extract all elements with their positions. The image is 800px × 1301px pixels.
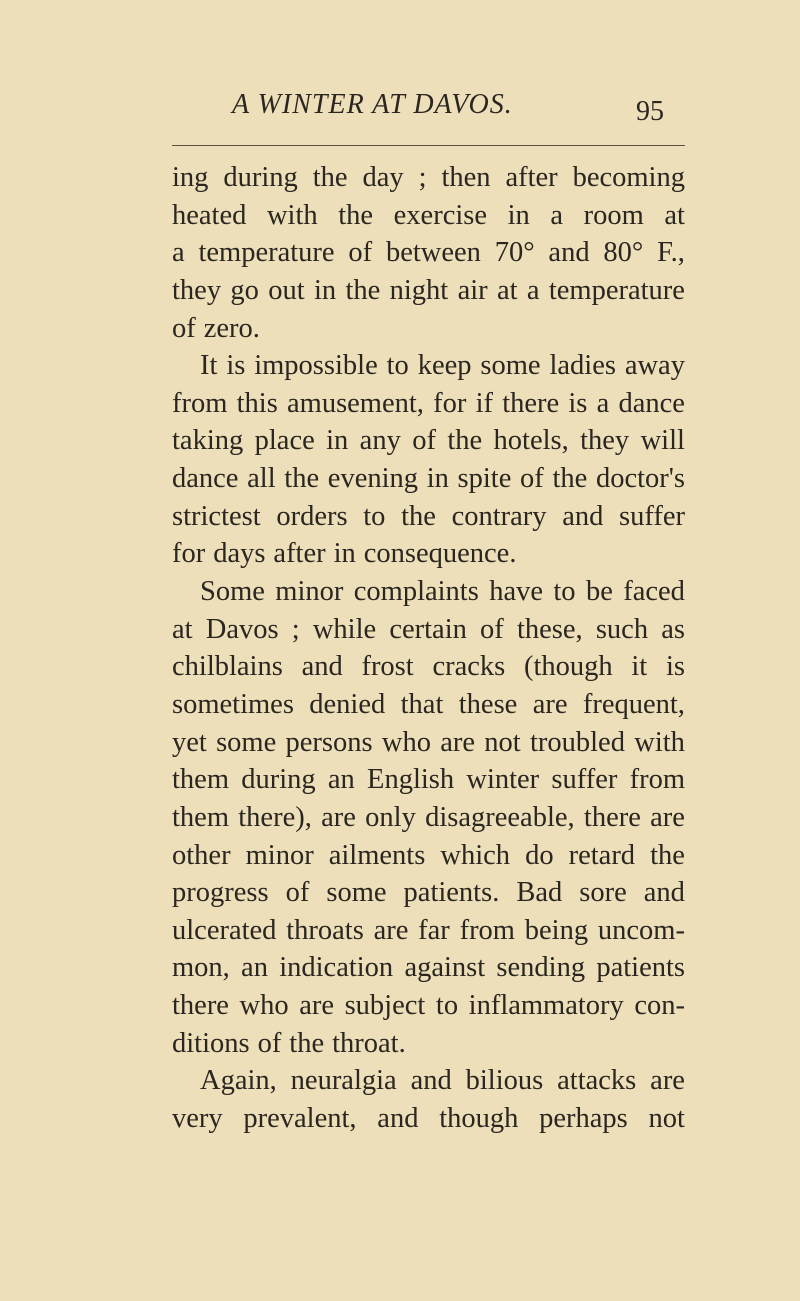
- word: room: [583, 199, 644, 231]
- word: to: [363, 500, 386, 532]
- word: It: [200, 350, 218, 382]
- word: other: [172, 839, 231, 871]
- text-line: [172, 912, 685, 950]
- word: zero.: [203, 312, 260, 344]
- text-line: [172, 837, 685, 875]
- word: sometimes: [172, 688, 294, 720]
- word: and: [562, 500, 604, 532]
- header-rule: [172, 145, 685, 146]
- word: a: [172, 237, 185, 269]
- word: progress: [172, 877, 269, 909]
- text-line: [172, 724, 685, 762]
- text-line: [172, 949, 685, 987]
- word: F.,: [657, 237, 685, 269]
- text-line: [172, 234, 685, 272]
- word: ulcerated: [172, 914, 277, 946]
- word: ailments: [328, 839, 426, 871]
- word: them: [172, 764, 229, 796]
- word: during: [241, 764, 316, 796]
- word: of: [348, 237, 373, 269]
- word: these: [458, 688, 518, 720]
- page-number: 95: [636, 96, 664, 127]
- word: English: [367, 764, 455, 796]
- word: at: [172, 613, 193, 645]
- word: and: [643, 877, 685, 909]
- word: mon,: [172, 952, 230, 984]
- word: for: [172, 538, 206, 570]
- word: yet: [172, 726, 207, 758]
- word: frost: [361, 651, 414, 683]
- word: an: [327, 764, 355, 796]
- word: there: [583, 801, 641, 833]
- word: persons: [285, 726, 373, 758]
- word: they: [172, 274, 222, 306]
- word: and: [548, 237, 590, 269]
- word: a: [596, 387, 610, 419]
- word: Again,: [200, 1065, 277, 1097]
- word: with: [634, 726, 685, 758]
- word: patients.: [403, 877, 500, 909]
- word: air: [457, 274, 488, 306]
- word: faced: [623, 576, 685, 608]
- word: as: [661, 613, 685, 645]
- word: to: [553, 576, 576, 608]
- word: there: [502, 387, 560, 419]
- word: at: [496, 274, 518, 306]
- word: and: [377, 1103, 419, 1135]
- word: disagreeable,: [425, 801, 575, 833]
- word: there),: [238, 801, 312, 833]
- word: night: [389, 274, 449, 306]
- text-line: [172, 686, 685, 724]
- word: in: [333, 538, 356, 570]
- word: denied: [309, 688, 386, 720]
- text-line: [172, 159, 685, 197]
- word: suffer: [551, 764, 618, 796]
- word: doctor's: [595, 463, 685, 495]
- word: orders: [276, 500, 348, 532]
- word: to: [435, 990, 459, 1022]
- word: heated: [172, 199, 247, 231]
- text-line: [172, 987, 685, 1025]
- word: are: [650, 801, 685, 833]
- text-line: [172, 611, 685, 649]
- word: impossible: [254, 350, 378, 382]
- word: uncom-: [597, 914, 685, 946]
- word: from: [172, 387, 228, 419]
- text-line: [172, 1025, 685, 1063]
- word: between: [385, 237, 481, 269]
- word: though: [439, 1103, 519, 1135]
- word: during: [223, 162, 298, 193]
- word: only: [365, 801, 416, 833]
- word: strictest: [172, 500, 261, 532]
- word: certain: [389, 613, 467, 645]
- word: are: [650, 1065, 685, 1097]
- word: the: [345, 274, 381, 306]
- word: are: [321, 801, 356, 833]
- word: of: [257, 1027, 282, 1059]
- text-line: [172, 1100, 685, 1138]
- word: all: [247, 463, 276, 495]
- word: temperature: [198, 237, 335, 269]
- text-line: [172, 460, 685, 498]
- word: to: [386, 350, 409, 382]
- word: the: [447, 425, 483, 457]
- text-line: [172, 799, 685, 837]
- word: exercise: [393, 199, 488, 231]
- word: troubled: [529, 726, 625, 758]
- text-line: [172, 197, 685, 235]
- word: an: [241, 952, 268, 984]
- word: who: [381, 726, 431, 758]
- word: that: [400, 688, 444, 720]
- word: days: [213, 538, 266, 570]
- word: away: [624, 350, 685, 382]
- word: go: [230, 274, 259, 306]
- word: minor: [245, 839, 314, 871]
- word: hotels,: [493, 425, 569, 457]
- text-line: [172, 422, 685, 460]
- word: at: [664, 199, 685, 231]
- word: being: [524, 914, 589, 946]
- text-line: [172, 648, 685, 686]
- word: with: [266, 199, 318, 231]
- word: place: [254, 425, 315, 457]
- word: after: [505, 162, 558, 193]
- word: from: [629, 764, 685, 796]
- word: while: [312, 613, 377, 645]
- word: Some: [200, 576, 265, 608]
- text-line: [172, 310, 685, 348]
- word: the: [650, 839, 685, 871]
- word: these,: [516, 613, 583, 645]
- word: minor: [275, 576, 344, 608]
- word: complaints: [353, 576, 479, 608]
- word: some: [326, 877, 387, 909]
- word: spite: [457, 463, 512, 495]
- word: of: [412, 425, 436, 457]
- word: is: [568, 387, 588, 419]
- word: retard: [568, 839, 636, 871]
- running-title: A WINTER AT DAVOS.: [232, 89, 513, 120]
- word: in: [326, 425, 349, 457]
- word: is: [226, 350, 246, 382]
- text-line: [172, 385, 685, 423]
- word: attacks: [557, 1065, 637, 1097]
- word: con-: [634, 990, 685, 1022]
- word: contrary: [451, 500, 547, 532]
- word: dance: [172, 463, 239, 495]
- word: it: [631, 651, 648, 683]
- text-line: [172, 535, 685, 573]
- word: against: [404, 952, 486, 984]
- word: out: [268, 274, 305, 306]
- text-line: [172, 1062, 685, 1100]
- word: a: [550, 199, 564, 231]
- word: then: [441, 162, 491, 193]
- word: throat.: [332, 1027, 406, 1059]
- word: of: [172, 312, 196, 344]
- word: ;: [291, 613, 300, 645]
- word: (though: [523, 651, 613, 683]
- word: the: [284, 463, 320, 495]
- word: in: [426, 463, 449, 495]
- word: throats: [286, 914, 364, 946]
- text-line: [172, 498, 685, 536]
- word: far: [418, 914, 450, 946]
- word: do: [525, 839, 554, 871]
- word: will: [640, 425, 685, 457]
- word: chilblains: [172, 651, 283, 683]
- word: cracks: [432, 651, 506, 683]
- word: which: [440, 839, 511, 871]
- word: not: [648, 1103, 685, 1135]
- word: 80°: [603, 237, 644, 269]
- word: this: [236, 387, 278, 419]
- word: indication: [279, 952, 394, 984]
- word: there: [172, 990, 229, 1022]
- word: any: [359, 425, 401, 457]
- word: day: [362, 162, 404, 193]
- word: keep: [417, 350, 472, 382]
- word: are: [373, 914, 409, 946]
- word: in: [313, 274, 337, 306]
- word: inflammatory: [468, 990, 624, 1022]
- word: sore: [579, 877, 627, 909]
- word: are: [299, 990, 335, 1022]
- word: the: [401, 500, 436, 532]
- word: evening: [327, 463, 419, 495]
- word: suffer: [619, 500, 685, 532]
- word: Bad: [516, 877, 563, 909]
- word: becoming: [572, 162, 685, 193]
- word: if: [475, 387, 493, 419]
- word: ladies: [549, 350, 616, 382]
- word: neuralgia: [290, 1065, 397, 1097]
- word: the: [552, 463, 588, 495]
- word: 70°: [494, 237, 535, 269]
- word: winter: [466, 764, 540, 796]
- word: and: [301, 651, 343, 683]
- word: in: [507, 199, 530, 231]
- word: who: [239, 990, 289, 1022]
- word: sending: [496, 952, 586, 984]
- word: taking: [172, 425, 244, 457]
- word: frequent,: [582, 688, 685, 720]
- word: they: [580, 425, 630, 457]
- word: and: [410, 1065, 452, 1097]
- word: very: [172, 1103, 223, 1135]
- word: the: [289, 1027, 325, 1059]
- word: patients: [596, 952, 685, 984]
- word: dance: [618, 387, 685, 419]
- text-line: [172, 347, 685, 385]
- text-line: [172, 272, 685, 310]
- text-line: [172, 761, 685, 799]
- word: the: [338, 199, 374, 231]
- word: ing: [172, 162, 209, 193]
- word: bilious: [465, 1065, 544, 1097]
- word: some: [480, 350, 541, 382]
- body-text: [172, 159, 685, 1138]
- word: of: [520, 463, 544, 495]
- word: subject: [344, 990, 426, 1022]
- word: of: [480, 613, 504, 645]
- word: consequence.: [363, 538, 517, 570]
- word: them: [172, 801, 229, 833]
- word: prevalent,: [243, 1103, 357, 1135]
- word: such: [595, 613, 649, 645]
- word: Davos: [205, 613, 279, 645]
- word: perhaps: [539, 1103, 628, 1135]
- word: some: [216, 726, 277, 758]
- word: not: [484, 726, 521, 758]
- word: after: [273, 538, 326, 570]
- word: ditions: [172, 1027, 250, 1059]
- word: the: [312, 162, 348, 193]
- word: is: [665, 651, 685, 683]
- word: temperature: [548, 274, 685, 306]
- word: be: [585, 576, 613, 608]
- word: are: [440, 726, 476, 758]
- word: are: [532, 688, 568, 720]
- word: ;: [418, 162, 427, 193]
- word: amusement,: [287, 387, 424, 419]
- word: have: [489, 576, 544, 608]
- text-line: [172, 874, 685, 912]
- word: from: [459, 914, 515, 946]
- word: of: [285, 877, 310, 909]
- text-line: [172, 573, 685, 611]
- word: a: [526, 274, 540, 306]
- word: for: [433, 387, 467, 419]
